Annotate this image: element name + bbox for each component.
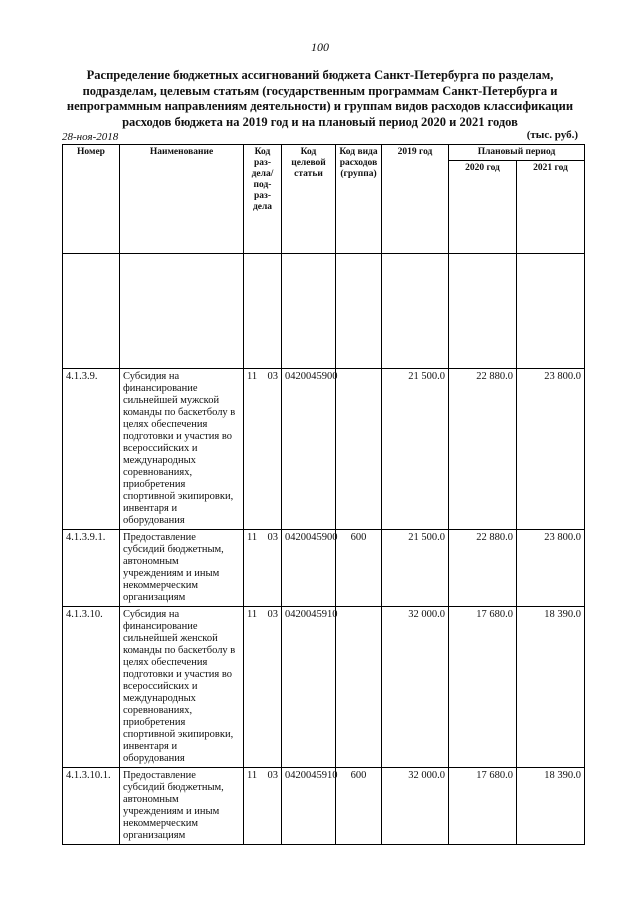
row-number: 4.1.3.10.1. xyxy=(63,768,120,845)
document-title: Распределение бюджетных ассигнований бюджета Санкт-Петербурга по разделам, подразделам, целевым статьям (государственным программам Санкт-Петербурга и непрограммным направлениям деятельности) и группам видов расходов классификации расходов бюджета на 2019 год и на плановый период 2020 и 2021 годов xyxy=(66,68,574,129)
row-razdel-code: 11 xyxy=(247,371,258,382)
row-razdel xyxy=(244,369,282,530)
row-2019: 21 500.0 xyxy=(382,369,449,530)
row-vid: 600 xyxy=(336,768,382,845)
row-podrazdel-code: 03 xyxy=(267,770,278,781)
row-2019: 21 500.0 xyxy=(382,530,449,607)
row-razdel-code: 11 xyxy=(247,770,258,781)
row-name: Субсидия на финансирование сильнейшей мужской команды по баскетболу в целях обеспечения подготовки и участия во всероссийских и международных соревнованиях, приобретения спортивной экипировки, инвентаря и оборудования xyxy=(120,369,244,530)
table-row xyxy=(63,369,585,530)
row-celevoy: 0420045910 xyxy=(282,607,336,768)
row-vid xyxy=(336,369,382,530)
header-number: Номер xyxy=(63,145,120,254)
table-row xyxy=(63,607,585,768)
row-name: Предоставление субсидий бюджетным, автономным учреждениям и иным некоммерческим организациям xyxy=(120,768,244,845)
row-name: Предоставление субсидий бюджетным, автономным учреждениям и иным некоммерческим организациям xyxy=(120,530,244,607)
row-number: 4.1.3.10. xyxy=(63,607,120,768)
row-razdel xyxy=(244,768,282,845)
row-2021: 18 390.0 xyxy=(517,768,585,845)
header-celevoy: Код целевой статьи xyxy=(282,145,336,254)
row-2020: 22 880.0 xyxy=(449,530,517,607)
header-2020: 2020 год xyxy=(449,161,517,254)
row-number: 4.1.3.9.1. xyxy=(63,530,120,607)
row-razdel xyxy=(244,607,282,768)
row-podrazdel-code: 03 xyxy=(267,371,278,382)
budget-table xyxy=(62,144,585,845)
row-2021: 23 800.0 xyxy=(517,369,585,530)
row-podrazdel-code: 03 xyxy=(267,532,278,543)
document-date: 28-ноя-2018 xyxy=(62,131,119,143)
row-2019: 32 000.0 xyxy=(382,768,449,845)
spacer-row xyxy=(63,254,585,369)
row-celevoy: 0420045900 xyxy=(282,369,336,530)
row-2020: 22 880.0 xyxy=(449,369,517,530)
row-number: 4.1.3.9. xyxy=(63,369,120,530)
header-row xyxy=(63,145,585,161)
table-row xyxy=(63,530,585,607)
header-vid: Код вида расходов (группа) xyxy=(336,145,382,254)
row-vid xyxy=(336,607,382,768)
row-2019: 32 000.0 xyxy=(382,607,449,768)
header-name: Наименование xyxy=(120,145,244,254)
row-razdel-code: 11 xyxy=(247,609,258,620)
header-razdel: Код раз-дела/ под-раз-дела xyxy=(244,145,282,254)
row-2020: 17 680.0 xyxy=(449,768,517,845)
row-razdel-code: 11 xyxy=(247,532,258,543)
page-number: 100 xyxy=(311,40,329,54)
header-planned-period: Плановый период xyxy=(449,145,585,161)
table-row xyxy=(63,768,585,845)
row-name: Субсидия на финансирование сильнейшей женской команды по баскетболу в целях обеспечения подготовки и участия во всероссийских и международных соревнованиях, приобретения спортивной экипировки, инвентаря и оборудования xyxy=(120,607,244,768)
row-celevoy: 0420045910 xyxy=(282,768,336,845)
units-label: (тыс. руб.) xyxy=(526,129,578,141)
row-2021: 18 390.0 xyxy=(517,607,585,768)
row-razdel xyxy=(244,530,282,607)
row-celevoy: 0420045900 xyxy=(282,530,336,607)
row-2021: 23 800.0 xyxy=(517,530,585,607)
header-2021: 2021 год xyxy=(517,161,585,254)
row-2020: 17 680.0 xyxy=(449,607,517,768)
row-vid: 600 xyxy=(336,530,382,607)
header-2019: 2019 год xyxy=(382,145,449,254)
row-podrazdel-code: 03 xyxy=(267,609,278,620)
